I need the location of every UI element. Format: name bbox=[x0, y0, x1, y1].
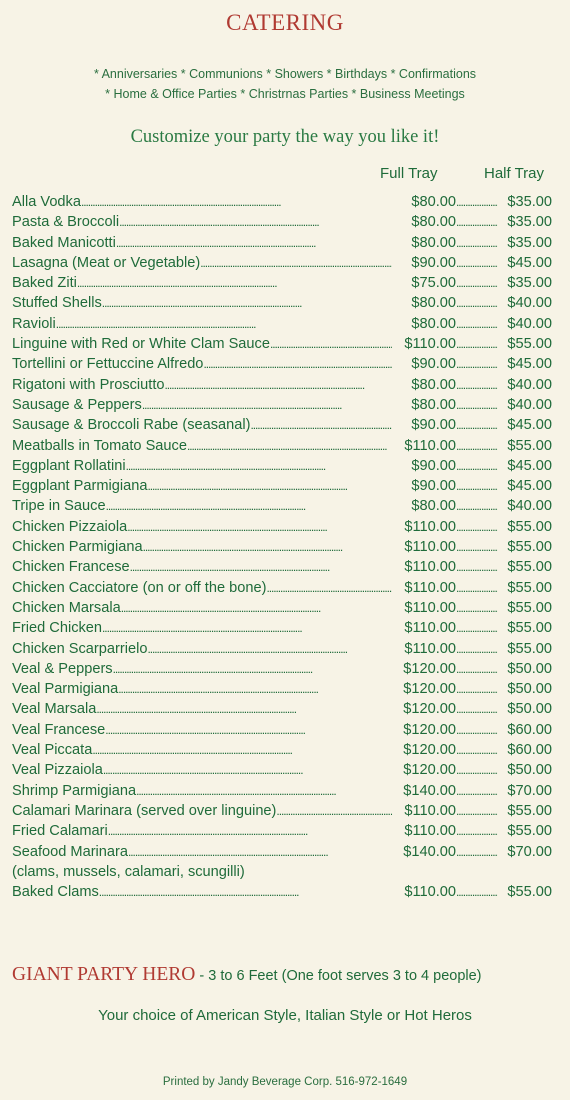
half-tray-price: $55.00 bbox=[507, 823, 552, 840]
full-tray-price: $80.00 bbox=[411, 498, 456, 515]
half-tray-price: $60.00 bbox=[507, 721, 552, 738]
dot-leader bbox=[56, 316, 392, 332]
menu-item bbox=[12, 844, 552, 864]
full-tray-price: $120.00 bbox=[403, 762, 456, 779]
full-tray-price: $75.00 bbox=[411, 275, 456, 292]
full-tray-price: $110.00 bbox=[404, 823, 456, 840]
menu-item bbox=[12, 620, 552, 640]
dot-leader bbox=[121, 600, 392, 616]
menu-item-name: Chicken Parmigiana bbox=[12, 539, 143, 556]
dot-leader bbox=[456, 377, 498, 393]
dot-leader bbox=[108, 823, 392, 839]
menu-item-name: Veal Pizzaiola bbox=[12, 762, 103, 779]
dot-leader bbox=[118, 681, 392, 697]
menu-item-name: Baked Ziti bbox=[12, 275, 77, 292]
half-tray-price: $50.00 bbox=[507, 681, 552, 698]
half-tray-price: $55.00 bbox=[507, 802, 552, 819]
dot-leader bbox=[456, 701, 498, 717]
full-tray-price: $110.00 bbox=[404, 884, 456, 901]
menu-item bbox=[12, 397, 552, 417]
full-tray-price: $120.00 bbox=[403, 742, 456, 759]
half-tray-price: $45.00 bbox=[507, 478, 552, 495]
dot-leader bbox=[136, 783, 392, 799]
full-tray-price: $80.00 bbox=[411, 376, 456, 393]
dot-leader bbox=[456, 438, 498, 454]
half-tray-price: $40.00 bbox=[507, 315, 552, 332]
menu-item-name: Chicken Cacciatore (on or off the bone) bbox=[12, 579, 267, 596]
half-tray-price: $60.00 bbox=[507, 742, 552, 759]
footer-printed-by: Printed by Jandy Beverage Corp. 516-972-1649 bbox=[162, 1076, 408, 1088]
menu-item bbox=[12, 336, 552, 356]
menu-item bbox=[12, 377, 552, 397]
dot-leader bbox=[270, 336, 392, 352]
dot-leader bbox=[102, 620, 392, 636]
dot-leader bbox=[456, 844, 498, 860]
dot-leader bbox=[128, 844, 392, 860]
dot-leader bbox=[456, 336, 498, 352]
menu-item-name: Sausage & Broccoli Rabe (seasanal) bbox=[12, 417, 251, 434]
menu-item-name: Baked Clams bbox=[12, 884, 99, 901]
menu-item-name: Shrimp Parmigiana bbox=[12, 782, 137, 799]
full-tray-price: $90.00 bbox=[411, 254, 456, 271]
occasions-line-2: * Home & Office Parties * Christrnas Parties * Business Meetings bbox=[105, 87, 465, 101]
dot-leader bbox=[456, 519, 498, 535]
menu-item-name: Ravioli bbox=[12, 315, 56, 332]
full-tray-price: $80.00 bbox=[411, 396, 456, 413]
dot-leader bbox=[251, 417, 393, 433]
tagline: Customize your party the way you like it! bbox=[130, 127, 440, 147]
full-tray-price: $110.00 bbox=[404, 599, 456, 616]
menu-item bbox=[12, 823, 552, 843]
menu-item bbox=[12, 275, 552, 295]
menu-item bbox=[12, 255, 552, 275]
dot-leader bbox=[143, 539, 392, 555]
dot-leader bbox=[276, 803, 392, 819]
menu-item-name: Eggplant Parmigiana bbox=[12, 478, 148, 495]
seafood-marinara-note: (clams, mussels, calamari, scungilli) bbox=[12, 863, 245, 880]
half-tray-price: $55.00 bbox=[507, 579, 552, 596]
menu-item bbox=[12, 235, 552, 255]
menu-item-name: Chicken Francese bbox=[12, 559, 130, 576]
full-tray-price: $110.00 bbox=[404, 579, 456, 596]
occasions-line-1: * Anniversaries * Communions * Showers * Birthdays * Confirmations bbox=[93, 67, 477, 81]
full-tray-price: $110.00 bbox=[404, 559, 456, 576]
half-tray-price: $50.00 bbox=[507, 762, 552, 779]
dot-leader bbox=[96, 701, 392, 717]
menu-item bbox=[12, 498, 552, 518]
dot-leader bbox=[105, 722, 392, 738]
half-tray-price: $35.00 bbox=[507, 234, 552, 251]
menu-item bbox=[12, 641, 552, 661]
dot-leader bbox=[456, 356, 498, 372]
half-tray-price: $35.00 bbox=[507, 275, 552, 292]
menu-item-name: Sausage & Peppers bbox=[12, 396, 142, 413]
dot-leader bbox=[203, 356, 392, 372]
full-tray-price: $80.00 bbox=[411, 234, 456, 251]
full-tray-price: $80.00 bbox=[411, 295, 456, 312]
menu-item bbox=[12, 701, 552, 721]
menu-item-name: Baked Manicotti bbox=[12, 234, 116, 251]
full-tray-price: $110.00 bbox=[404, 437, 456, 454]
menu-item-name: Chicken Scarparrielo bbox=[12, 640, 148, 657]
menu-item-name: Lasagna (Meat or Vegetable) bbox=[12, 254, 201, 271]
full-tray-price: $110.00 bbox=[404, 336, 456, 353]
menu-item bbox=[12, 539, 552, 559]
menu-item-name: Veal & Peppers bbox=[12, 660, 113, 677]
half-tray-price: $45.00 bbox=[507, 356, 552, 373]
dot-leader bbox=[456, 762, 498, 778]
menu-item-name: Calamari Marinara (served over linguine) bbox=[12, 802, 277, 819]
dot-leader bbox=[456, 194, 498, 210]
half-tray-price: $40.00 bbox=[507, 376, 552, 393]
party-hero-heading bbox=[12, 964, 482, 986]
menu-item-name: Tripe in Sauce bbox=[12, 498, 106, 515]
dot-leader bbox=[456, 316, 498, 332]
menu-list bbox=[12, 194, 552, 904]
full-tray-price: $110.00 bbox=[404, 620, 456, 637]
dot-leader bbox=[456, 742, 498, 758]
half-tray-price: $55.00 bbox=[507, 336, 552, 353]
half-tray-price: $40.00 bbox=[507, 295, 552, 312]
dot-leader bbox=[456, 295, 498, 311]
menu-item-name: Fried Calamari bbox=[12, 823, 108, 840]
dot-leader bbox=[456, 214, 498, 230]
dot-leader bbox=[92, 742, 392, 758]
full-tray-price: $110.00 bbox=[404, 802, 456, 819]
dot-leader bbox=[456, 620, 498, 636]
menu-item bbox=[12, 661, 552, 681]
full-tray-price: $120.00 bbox=[403, 660, 456, 677]
menu-item-name: Stuffed Shells bbox=[12, 295, 102, 312]
menu-item-name: Veal Francese bbox=[12, 721, 106, 738]
menu-item-name: Tortellini or Fettuccine Alfredo bbox=[12, 356, 204, 373]
hero-title: GIANT PARTY HERO bbox=[12, 964, 196, 985]
full-tray-price: $140.00 bbox=[403, 843, 456, 860]
menu-item bbox=[12, 884, 552, 904]
dot-leader bbox=[103, 762, 392, 778]
menu-item bbox=[12, 214, 552, 234]
menu-item-name: Seafood Marinara bbox=[12, 843, 129, 860]
half-tray-price: $35.00 bbox=[507, 214, 552, 231]
dot-leader bbox=[99, 884, 392, 900]
dot-leader bbox=[147, 641, 392, 657]
half-tray-price: $70.00 bbox=[507, 843, 552, 860]
half-tray-price: $35.00 bbox=[507, 194, 552, 210]
dot-leader bbox=[147, 478, 392, 494]
dot-leader bbox=[130, 559, 392, 575]
dot-leader bbox=[456, 641, 498, 657]
full-tray-price: $80.00 bbox=[411, 214, 456, 231]
dot-leader bbox=[81, 194, 392, 210]
full-tray-price: $80.00 bbox=[411, 315, 456, 332]
dot-leader bbox=[456, 539, 498, 555]
half-tray-price: $45.00 bbox=[507, 457, 552, 474]
half-tray-price: $40.00 bbox=[507, 498, 552, 515]
dot-leader bbox=[456, 661, 498, 677]
menu-item-name: Veal Parmigiana bbox=[12, 681, 119, 698]
dot-leader bbox=[102, 295, 392, 311]
menu-item bbox=[12, 478, 552, 498]
menu-item bbox=[12, 417, 552, 437]
full-tray-price: $110.00 bbox=[404, 640, 456, 657]
menu-item-name: Eggplant Rollatini bbox=[12, 457, 126, 474]
dot-leader bbox=[456, 275, 498, 291]
menu-item bbox=[12, 559, 552, 579]
dot-leader bbox=[456, 235, 498, 251]
full-tray-price: $80.00 bbox=[411, 194, 456, 210]
dot-leader bbox=[456, 783, 498, 799]
half-tray-price: $55.00 bbox=[507, 559, 552, 576]
menu-item bbox=[12, 762, 552, 782]
dot-leader bbox=[456, 478, 498, 494]
dot-leader bbox=[456, 397, 498, 413]
dot-leader bbox=[456, 580, 498, 596]
full-tray-price: $120.00 bbox=[403, 721, 456, 738]
menu-item bbox=[12, 458, 552, 478]
dot-leader bbox=[106, 498, 392, 514]
menu-item-name: Veal Marsala bbox=[12, 701, 97, 718]
half-tray-price: $40.00 bbox=[507, 396, 552, 413]
dot-leader bbox=[456, 458, 498, 474]
menu-item bbox=[12, 194, 552, 214]
dot-leader bbox=[266, 580, 392, 596]
half-tray-header: Half Tray bbox=[484, 165, 545, 182]
dot-leader bbox=[187, 438, 392, 454]
half-tray-price: $55.00 bbox=[507, 884, 552, 901]
half-tray-price: $50.00 bbox=[507, 660, 552, 677]
dot-leader bbox=[456, 255, 498, 271]
dot-leader bbox=[200, 255, 392, 271]
dot-leader bbox=[456, 884, 498, 900]
page-title: CATERING bbox=[226, 10, 344, 35]
dot-leader bbox=[116, 235, 392, 251]
menu-item-name: Alla Vodka bbox=[12, 194, 81, 210]
dot-leader bbox=[126, 458, 392, 474]
menu-item-name: Chicken Pizzaiola bbox=[12, 518, 128, 535]
menu-item-name: Veal Piccata bbox=[12, 742, 93, 759]
menu-item bbox=[12, 803, 552, 823]
dot-leader bbox=[165, 377, 393, 393]
full-tray-price: $90.00 bbox=[411, 457, 456, 474]
menu-item bbox=[12, 438, 552, 458]
dot-leader bbox=[456, 823, 498, 839]
full-tray-price: $90.00 bbox=[411, 356, 456, 373]
dot-leader bbox=[456, 600, 498, 616]
full-tray-price: $120.00 bbox=[403, 681, 456, 698]
full-tray-price: $140.00 bbox=[403, 782, 456, 799]
full-tray-price: $90.00 bbox=[411, 478, 456, 495]
half-tray-price: $55.00 bbox=[507, 640, 552, 657]
dot-leader bbox=[127, 519, 392, 535]
menu-item bbox=[12, 356, 552, 376]
dot-leader bbox=[142, 397, 392, 413]
menu-item-name: Pasta & Broccoli bbox=[12, 214, 120, 231]
hero-subtitle: - 3 to 6 Feet (One foot serves 3 to 4 people) bbox=[195, 968, 482, 984]
dot-leader bbox=[113, 661, 392, 677]
menu-item bbox=[12, 295, 552, 315]
dot-leader bbox=[456, 498, 498, 514]
occasions-list bbox=[0, 64, 570, 104]
menu-item bbox=[12, 519, 552, 539]
dot-leader bbox=[456, 417, 498, 433]
menu-item bbox=[12, 742, 552, 762]
full-tray-price: $120.00 bbox=[403, 701, 456, 718]
menu-item bbox=[12, 722, 552, 742]
menu-item-name: Linguine with Red or White Clam Sauce bbox=[12, 336, 270, 353]
full-tray-header: Full Tray bbox=[380, 165, 438, 182]
full-tray-price: $110.00 bbox=[404, 518, 456, 535]
half-tray-price: $55.00 bbox=[507, 539, 552, 556]
half-tray-price: $45.00 bbox=[507, 254, 552, 271]
menu-item-name: Fried Chicken bbox=[12, 620, 103, 637]
half-tray-price: $55.00 bbox=[507, 599, 552, 616]
dot-leader bbox=[456, 803, 498, 819]
dot-leader bbox=[119, 214, 392, 230]
menu-item-name: Chicken Marsala bbox=[12, 599, 121, 616]
dot-leader bbox=[77, 275, 392, 291]
half-tray-price: $55.00 bbox=[507, 518, 552, 535]
menu-item bbox=[12, 600, 552, 620]
menu-item bbox=[12, 580, 552, 600]
dot-leader bbox=[456, 681, 498, 697]
half-tray-price: $45.00 bbox=[507, 417, 552, 434]
half-tray-price: $55.00 bbox=[507, 437, 552, 454]
full-tray-price: $90.00 bbox=[411, 417, 456, 434]
hero-choice: Your choice of American Style, Italian Style or Hot Heros bbox=[98, 1007, 472, 1024]
dot-leader bbox=[456, 559, 498, 575]
menu-item bbox=[12, 316, 552, 336]
menu-item-name: Meatballs in Tomato Sauce bbox=[12, 437, 187, 454]
dot-leader bbox=[456, 722, 498, 738]
half-tray-price: $55.00 bbox=[507, 620, 552, 637]
half-tray-price: $50.00 bbox=[507, 701, 552, 718]
menu-item bbox=[12, 783, 552, 803]
menu-item-name: Rigatoni with Prosciutto bbox=[12, 376, 165, 393]
full-tray-price: $110.00 bbox=[404, 539, 456, 556]
half-tray-price: $70.00 bbox=[507, 782, 552, 799]
menu-item bbox=[12, 681, 552, 701]
